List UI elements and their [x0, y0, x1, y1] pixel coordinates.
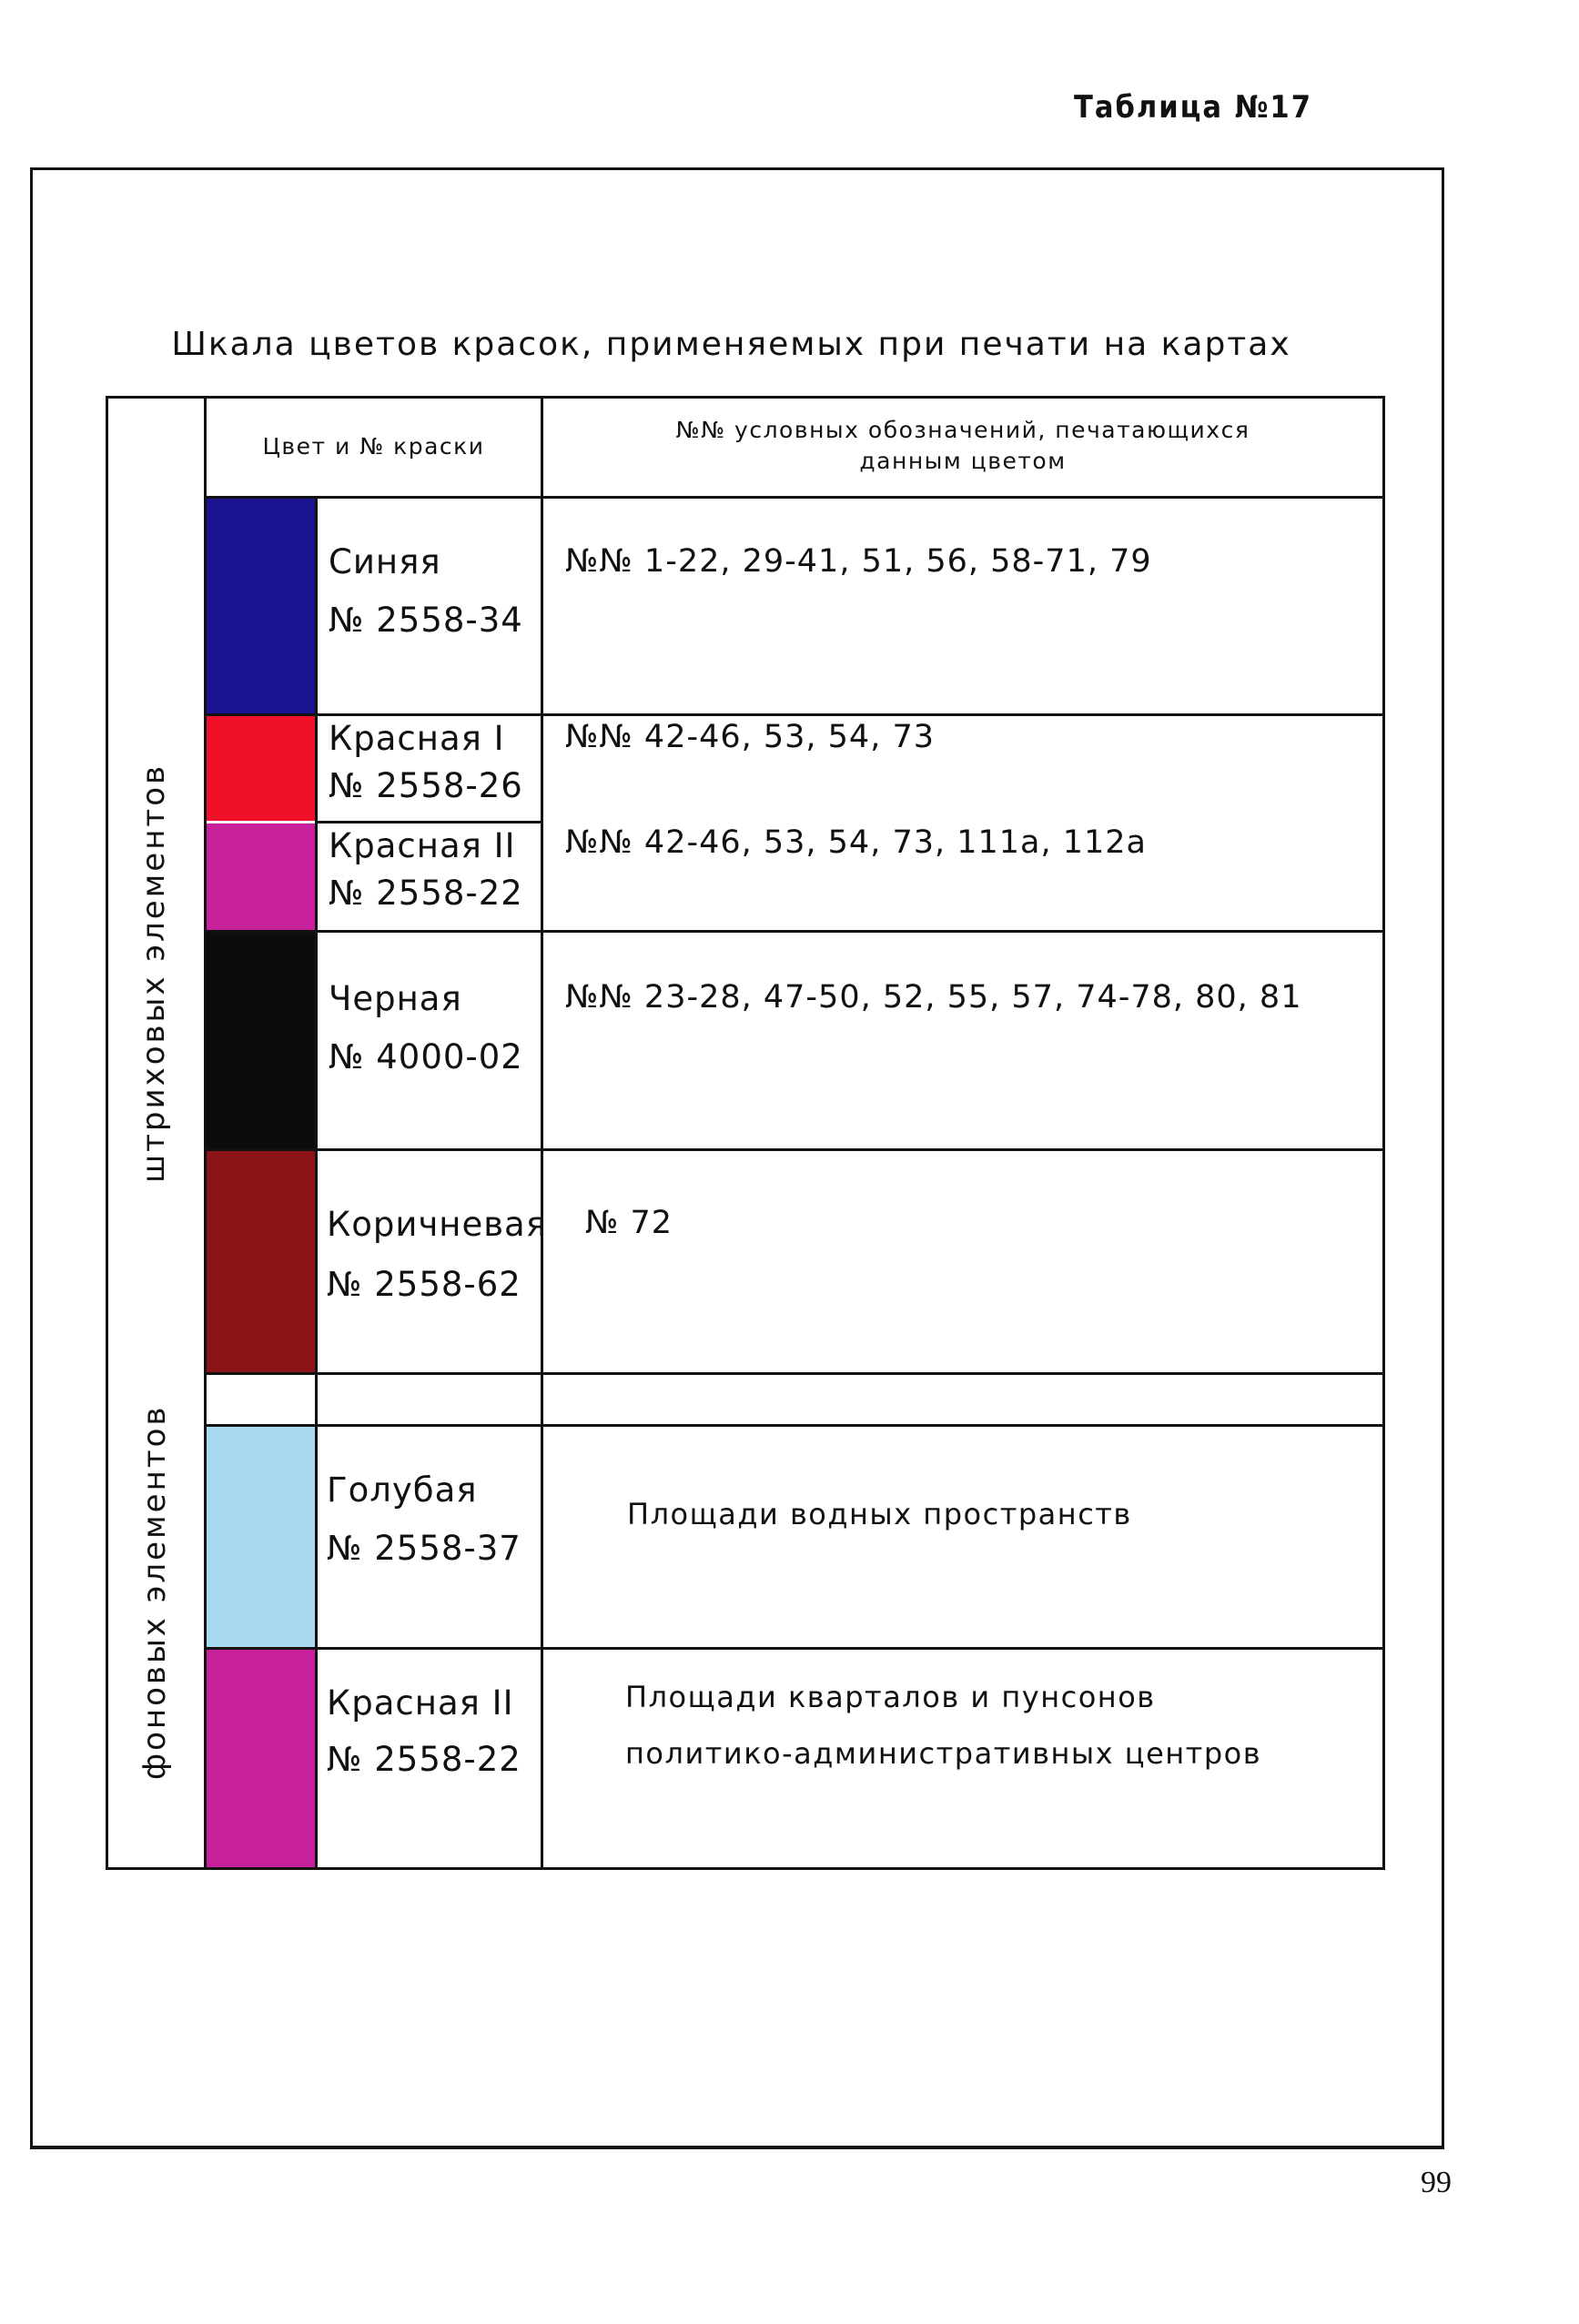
row-divider [204, 930, 1382, 933]
paint-number: № 2558-37 [327, 1529, 521, 1568]
table-title-text: Шкала цветов красок, применяемых при печати на картах [171, 326, 1291, 363]
row-divider [204, 713, 1382, 716]
symbol-numbers: №№ 23-28, 47-50, 52, 55, 57, 74-78, 80, 81 [565, 979, 1302, 1015]
paint-name: Голубая [327, 1470, 478, 1510]
header-divider [204, 496, 1382, 499]
header-paint-column: Цвет и № краски [262, 433, 485, 460]
table-number-label: Таблица №17 [1073, 89, 1312, 126]
swatch-red-1 [207, 716, 315, 821]
swatch-red-2-background [207, 1650, 315, 1867]
symbol-numbers: №№ 42-46, 53, 54, 73 [565, 719, 935, 755]
group-label-line-elements: штриховых элементов [136, 763, 172, 1183]
row-divider [318, 821, 541, 824]
paint-number: № 2558-22 [327, 1740, 521, 1779]
paint-name: Красная I [329, 719, 505, 758]
paint-name: Красная II [327, 1683, 514, 1723]
area-description: политико-административных центров [625, 1736, 1262, 1771]
page-number: 99 [1421, 2166, 1452, 2199]
area-description: Площади кварталов и пунсонов [625, 1680, 1156, 1714]
paint-number: № 2558-22 [329, 874, 523, 913]
paint-number: № 4000-02 [329, 1037, 523, 1076]
group-label-background-elements: фоновых элементов [137, 1404, 173, 1780]
row-divider [204, 1148, 1382, 1151]
paint-number: № 2558-62 [327, 1265, 521, 1304]
paint-name: Коричневая [327, 1205, 547, 1244]
table-title [0, 326, 1579, 363]
symbol-numbers: № 72 [585, 1205, 673, 1241]
paint-number: № 2558-26 [329, 766, 523, 805]
symbol-numbers: №№ 1-22, 29-41, 51, 56, 58-71, 79 [565, 543, 1152, 580]
paint-table [106, 396, 1385, 1870]
paint-name: Красная II [329, 826, 516, 865]
swatch-red-2 [207, 824, 315, 930]
swatch-blue [207, 499, 315, 713]
row-divider [204, 1424, 1382, 1427]
swatch-column-divider [315, 496, 318, 1867]
row-divider [204, 1647, 1382, 1650]
area-description: Площади водных пространств [627, 1497, 1132, 1531]
symbol-numbers: №№ 42-46, 53, 54, 73, 111a, 112a [565, 824, 1147, 861]
paint-name: Черная [329, 979, 462, 1018]
header-symbols-line2: данным цветом [859, 448, 1067, 474]
swatch-brown [207, 1151, 315, 1372]
header-symbols-line1: №№ условных обозначений, печатающихся [675, 417, 1250, 443]
swatch-black [207, 933, 315, 1148]
swatch-light-blue [207, 1427, 315, 1647]
paint-name: Синяя [329, 542, 441, 581]
row-divider [204, 1372, 1382, 1375]
paint-number: № 2558-34 [329, 601, 523, 640]
